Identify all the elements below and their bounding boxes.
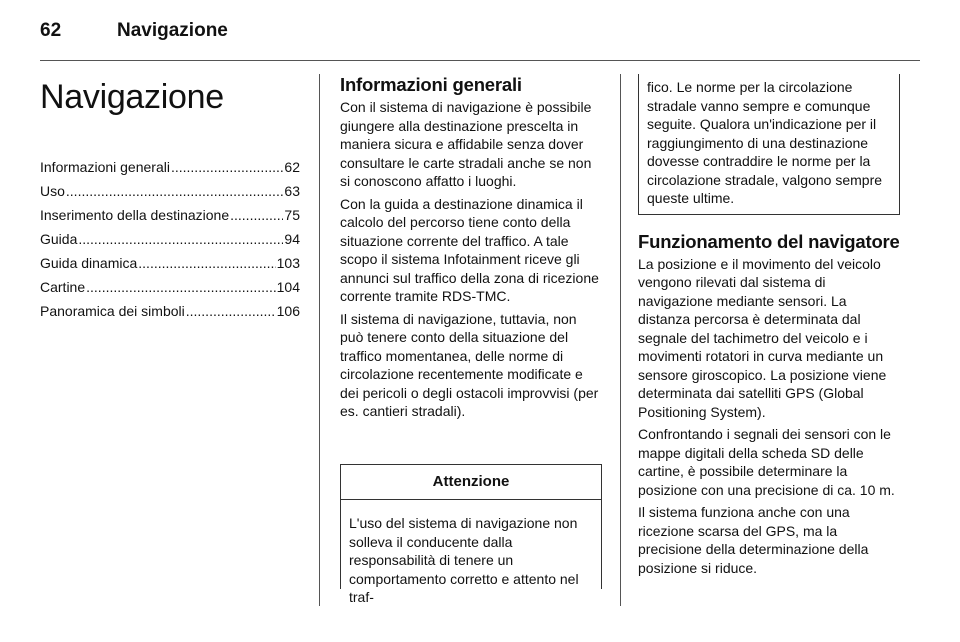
paragraph: Confrontando i segnali dei sensori con le mappe digitali della scheda SD delle cartine, è possibile determinare la posizione con una precisione di ca. 10 m. (638, 426, 895, 498)
toc-label: Cartine (40, 279, 86, 295)
middle-column (340, 74, 602, 425)
notice-body-continued: fico. Le norme per la circolazione stradale vanno sempre e comunque seguite. Qualora un'indicazione per il raggiungimento di una destinazione dovesse contraddire le norme per la circolazione stradale, valgono sempre queste ultime. (647, 79, 883, 206)
right-column (638, 74, 900, 581)
toc-leader (66, 179, 284, 203)
notice-body: L'uso del sistema di navigazione non solleva il conducente dalla responsabilità di tenere un comportamento corretto e attento nel traf- (349, 515, 579, 605)
section-heading-operation: Funzionamento del navigatore (638, 230, 900, 252)
toc-item[interactable] (40, 227, 300, 251)
header-divider (40, 60, 920, 61)
toc-item[interactable] (40, 299, 300, 323)
toc-page: 62 (284, 159, 300, 175)
toc-label: Uso (40, 183, 65, 199)
paragraph: Con il sistema di navigazione è possibile giungere alla destinazione prescelta in maniera sicura e affidabile senza dover consultare le carte stradali anche se non si conoscono affatto i luoghi. (340, 99, 592, 189)
toc-leader (186, 299, 276, 323)
paragraph: La posizione e il movimento del veicolo vengono rilevati dal sistema di navigazione mediante sensori. La distanza percorsa è determinata dal segnale del tachimetro del veicolo e i movimenti rotatori in curva mediante un sensore giroscopico. La posizione viene determinata dai satelliti GPS (Global Positioning System). (638, 255, 887, 420)
table-of-contents (40, 155, 300, 323)
toc-page: 104 (276, 279, 300, 295)
paragraph: Il sistema funziona anche con una ricezione scarsa del GPS, ma la precisione della determinazione della posizione si riduce. (638, 504, 869, 576)
toc-page: 63 (284, 183, 300, 199)
warning-notice-box (340, 464, 602, 605)
page-header (40, 16, 228, 46)
toc-item[interactable] (40, 203, 300, 227)
toc-label: Panoramica dei simboli (40, 303, 185, 319)
toc-leader (86, 275, 276, 299)
left-column (40, 74, 300, 323)
toc-item[interactable] (40, 251, 300, 275)
column-divider-2 (620, 74, 621, 606)
toc-label: Informazioni generali (40, 159, 170, 175)
toc-label: Guida (40, 231, 78, 247)
chapter-title: Navigazione (40, 78, 224, 116)
toc-leader (78, 227, 283, 251)
toc-item[interactable] (40, 275, 300, 299)
toc-item[interactable] (40, 155, 300, 179)
running-title: Navigazione (117, 20, 228, 41)
toc-item[interactable] (40, 179, 300, 203)
toc-leader (138, 251, 275, 275)
toc-label: Inserimento della destinazione (40, 207, 230, 223)
column-divider-1 (319, 74, 320, 606)
paragraph: Il sistema di navigazione, tuttavia, non può tenere conto della situazione del traffico momentanea, delle norme di circolazione recentemente modificate e dei pericoli o degli ostacoli improvvisi (per es. cantieri stradali). (340, 310, 599, 419)
section-heading-general: Informazioni generali (340, 74, 522, 95)
notice-title: Attenzione (341, 465, 601, 500)
toc-page: 75 (284, 207, 300, 223)
toc-leader (230, 203, 283, 227)
section-operation (638, 231, 900, 578)
toc-page: 103 (276, 255, 300, 271)
toc-label: Guida dinamica (40, 255, 138, 271)
toc-leader (171, 155, 283, 179)
notice-continuation-box (638, 74, 900, 215)
paragraph: Con la guida a destinazione dinamica il calcolo del percorso tiene conto della situazione corrente del traffico. A tale scopo il sistema Infotainment riceve gli annunci sul traffico della zona di ricezione corrente tramite RDS-TMC. (340, 195, 599, 304)
toc-page: 94 (284, 231, 300, 247)
page-number: 62 (40, 20, 62, 41)
toc-page: 106 (276, 303, 300, 319)
